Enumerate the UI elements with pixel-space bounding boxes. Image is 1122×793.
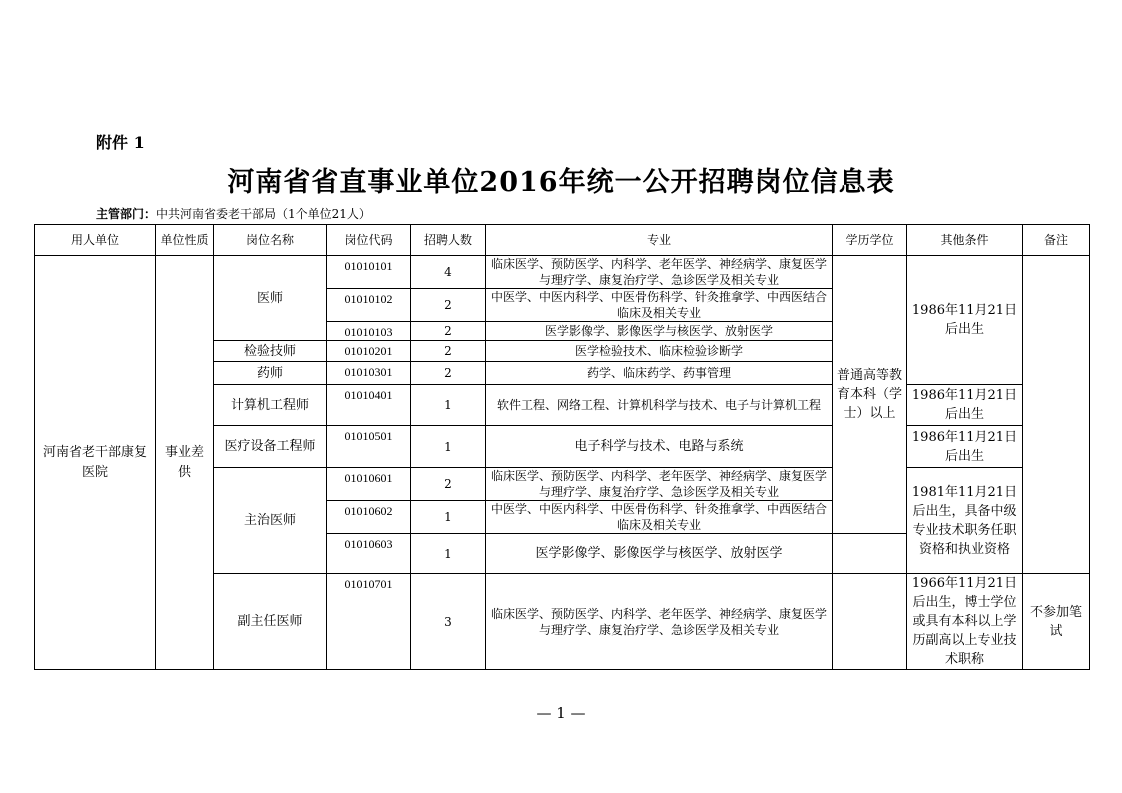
other-cell: 1981年11月21日后出生，具备中级专业技术职务任职资格和执业资格 [907,468,1023,574]
code-cell: 01010103 [327,322,411,341]
count-cell: 1 [411,426,486,468]
header-remark: 备注 [1023,225,1090,256]
code-cell: 01010101 [327,256,411,289]
code-cell: 01010301 [327,362,411,385]
major-cell: 医学影像学、影像医学与核医学、放射医学 [486,322,833,341]
count-cell: 3 [411,574,486,670]
education-cell-empty [833,534,907,574]
header-major: 专业 [486,225,833,256]
count-cell: 2 [411,362,486,385]
major-cell: 电子科学与技术、电路与系统 [486,426,833,468]
department-value: 中共河南省委老干部局（1个单位21人） [156,207,371,221]
count-cell: 1 [411,385,486,426]
header-education: 学历学位 [833,225,907,256]
header-unit-nature: 单位性质 [156,225,214,256]
code-cell: 01010401 [327,385,411,426]
position-attending: 主治医师 [214,468,327,574]
count-cell: 1 [411,534,486,574]
position-pharmacist: 药师 [214,362,327,385]
position-med-equipment-engineer: 医疗设备工程师 [214,426,327,468]
major-cell: 医学检验技术、临床检验诊断学 [486,341,833,362]
code-cell: 01010603 [327,534,411,574]
count-cell: 4 [411,256,486,289]
code-cell: 01010602 [327,501,411,534]
header-code: 岗位代码 [327,225,411,256]
major-cell: 软件工程、网络工程、计算机科学与技术、电子与计算机工程 [486,385,833,426]
major-cell: 中医学、中医内科学、中医骨伤科学、针灸推拿学、中西医结合临床及相关专业 [486,501,833,534]
department-line [96,205,371,222]
other-cell: 1986年11月21日后出生 [907,426,1023,468]
table-header-row [35,225,1090,256]
code-cell: 01010701 [327,574,411,670]
header-other: 其他条件 [907,225,1023,256]
major-cell: 临床医学、预防医学、内科学、老年医学、神经病学、康复医学与理疗学、康复治疗学、急诊医学及相关专业 [486,574,833,670]
other-cell: 1986年11月21日后出生 [907,256,1023,385]
position-deputy-chief: 副主任医师 [214,574,327,670]
header-position: 岗位名称 [214,225,327,256]
header-unit: 用人单位 [35,225,156,256]
page-number: — 1 — [536,704,586,722]
count-cell: 2 [411,341,486,362]
major-cell: 医学影像学、影像医学与核医学、放射医学 [486,534,833,574]
remark-cell [1023,256,1090,574]
department-label: 主管部门： [96,207,157,221]
count-cell: 2 [411,468,486,501]
position-lab-tech: 检验技师 [214,341,327,362]
header-count: 招聘人数 [411,225,486,256]
code-cell: 01010102 [327,289,411,322]
code-cell: 01010601 [327,468,411,501]
major-cell: 药学、临床药学、药事管理 [486,362,833,385]
count-cell: 2 [411,289,486,322]
code-cell: 01010501 [327,426,411,468]
count-cell: 1 [411,501,486,534]
major-cell: 临床医学、预防医学、内科学、老年医学、神经病学、康复医学与理疗学、康复治疗学、急诊医学及相关专业 [486,256,833,289]
education-cell-empty [833,574,907,670]
attachment-label: 附件 1 [96,133,145,152]
major-cell: 临床医学、预防医学、内科学、老年医学、神经病学、康复医学与理疗学、康复治疗学、急诊医学及相关专业 [486,468,833,501]
unit-nature-cell: 事业差供 [156,256,214,670]
code-cell: 01010201 [327,341,411,362]
other-cell: 1986年11月21日后出生 [907,385,1023,426]
unit-cell: 河南省老干部康复医院 [35,256,156,670]
other-cell: 1966年11月21日后出生，博士学位或具有本科以上学历副高以上专业技术职称 [907,574,1023,670]
page-title: 河南省省直事业单位2016年统一公开招聘岗位信息表 [227,167,895,198]
major-cell: 中医学、中医内科学、中医骨伤科学、针灸推拿学、中西医结合临床及相关专业 [486,289,833,322]
table-row [35,256,1090,289]
positions-table [34,224,1090,670]
education-cell: 普通高等教育本科（学士）以上 [833,256,907,534]
position-doctor: 医师 [214,256,327,341]
position-computer-engineer: 计算机工程师 [214,385,327,426]
count-cell: 2 [411,322,486,341]
remark-cell: 不参加笔试 [1023,574,1090,670]
